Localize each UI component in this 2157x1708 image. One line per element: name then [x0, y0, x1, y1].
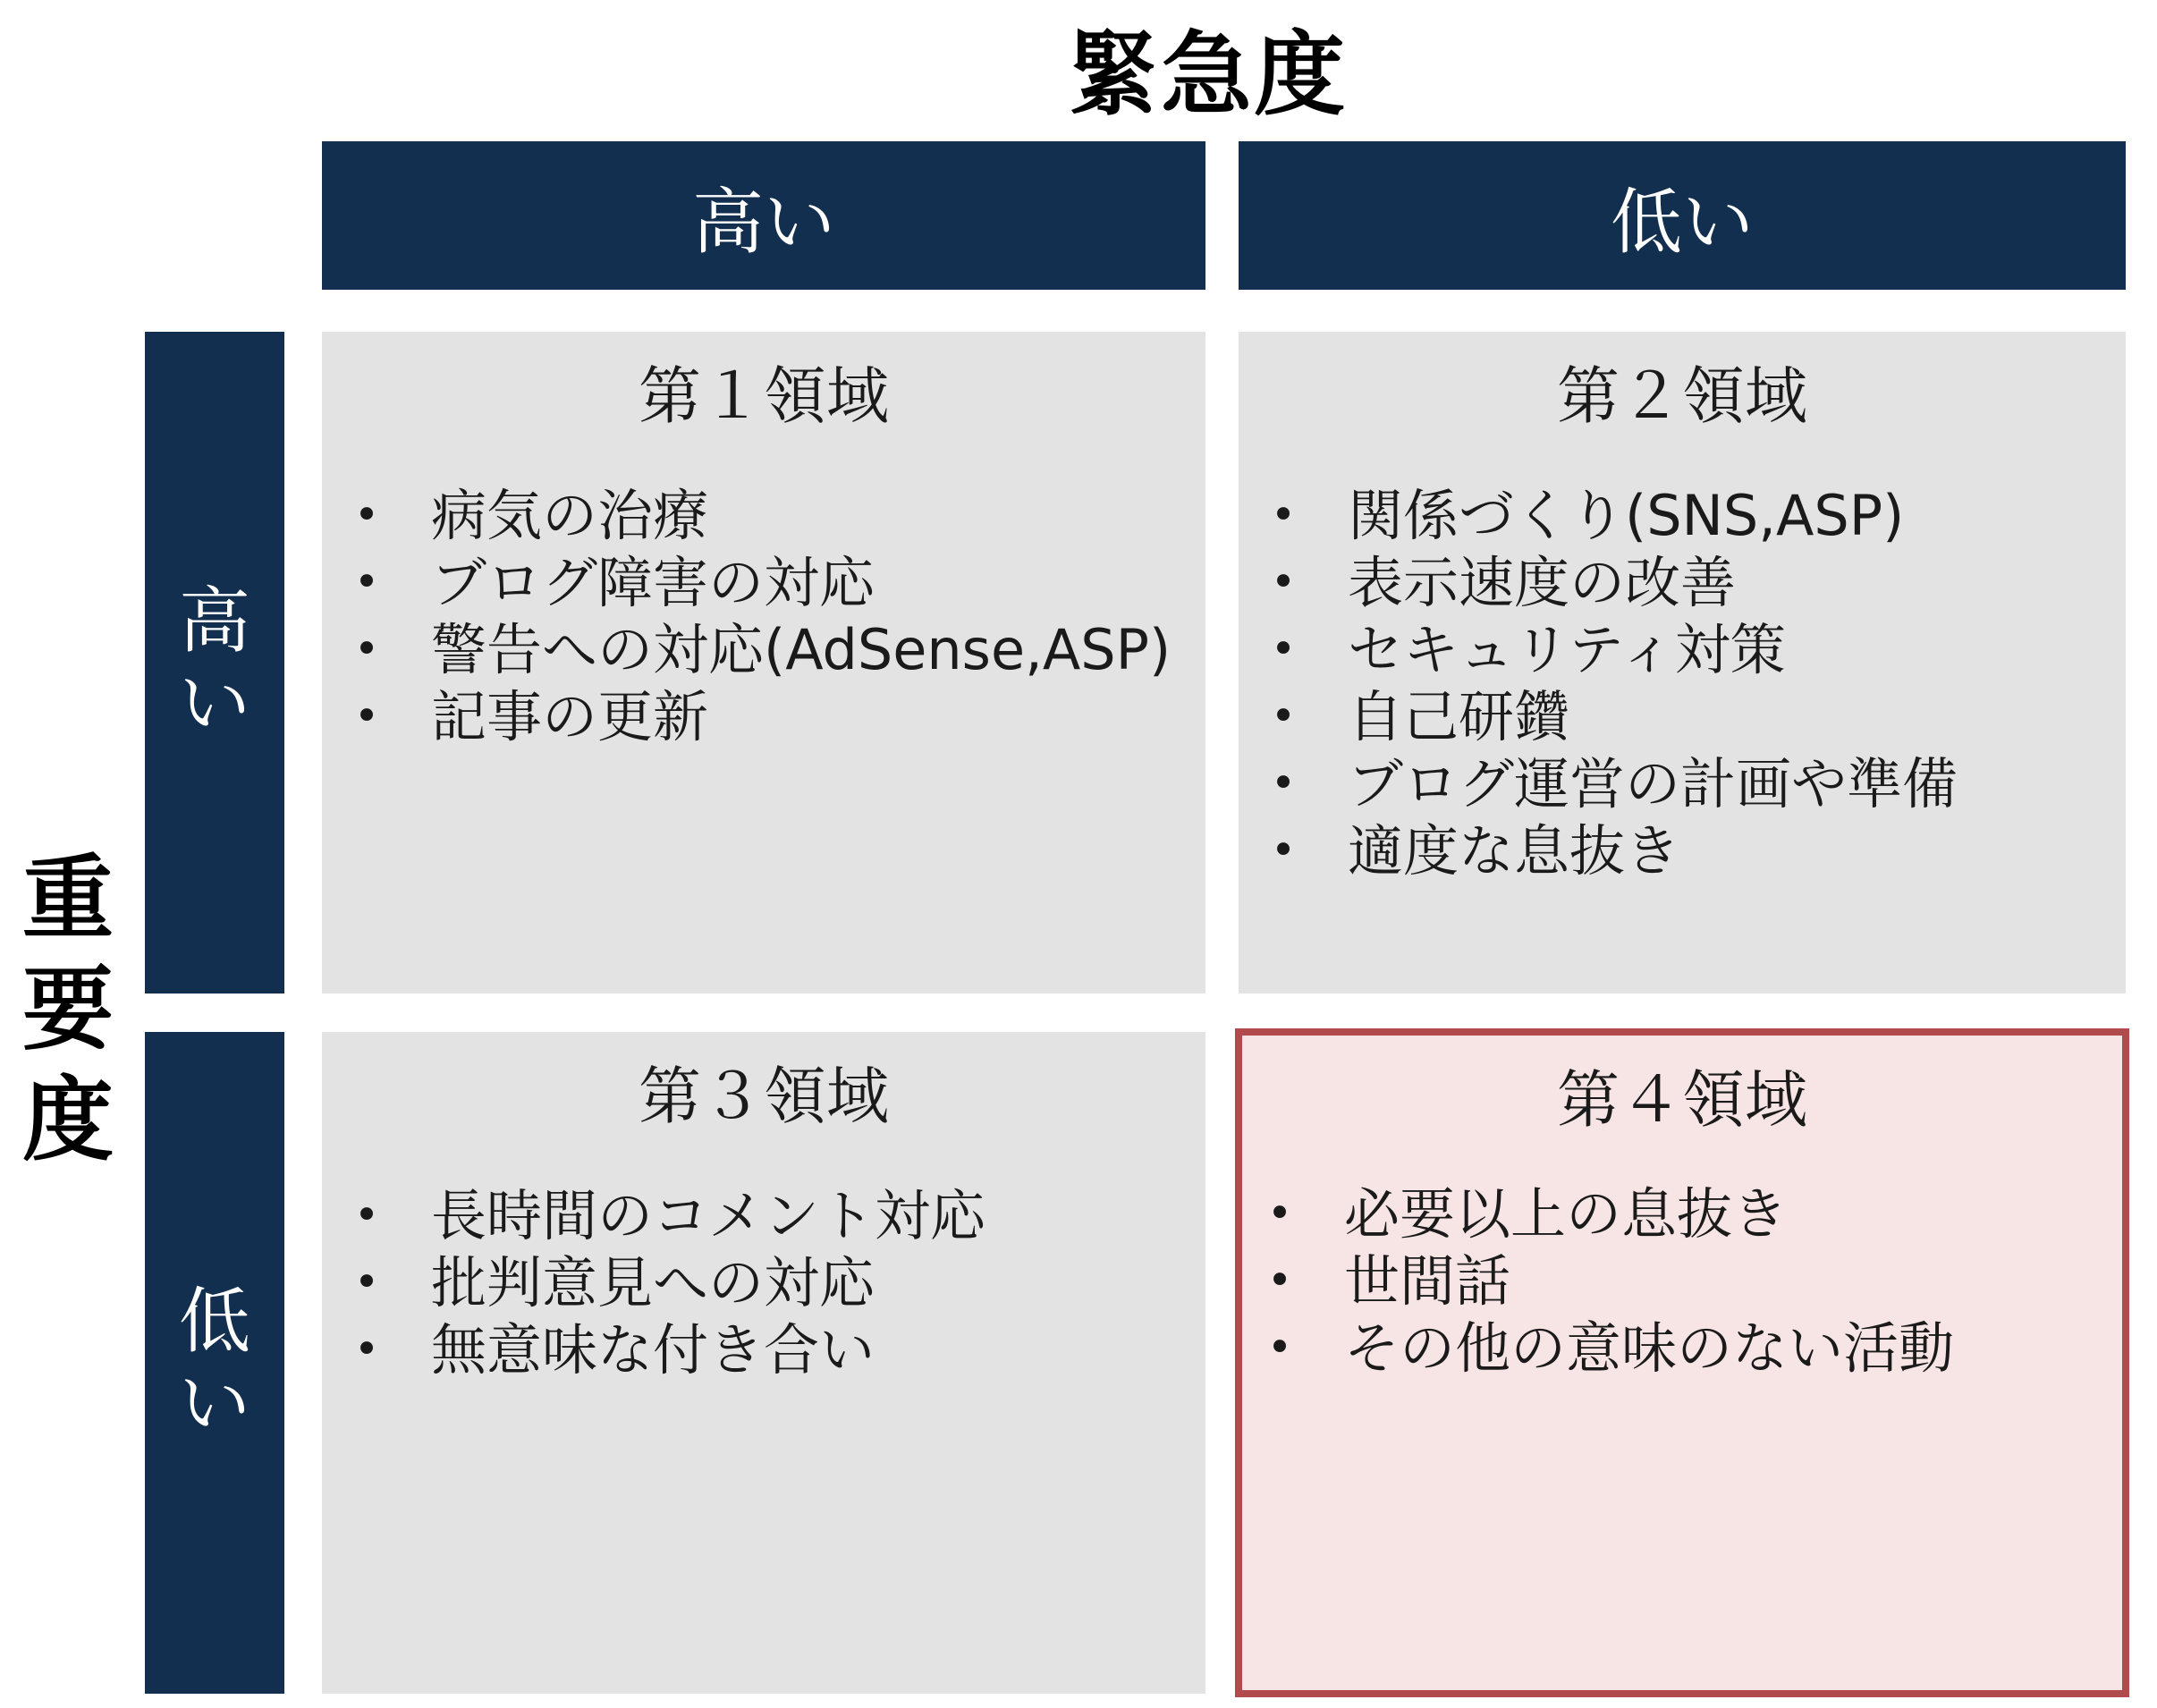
list-item-text: セキュリティ対策: [1348, 617, 1786, 682]
column-header-low: [1239, 141, 2126, 290]
urgency-axis-title: 緊急度: [1068, 22, 1347, 129]
column-header-label: 高い: [692, 180, 835, 264]
bullet-icon: •: [1266, 1256, 1293, 1306]
list-item-text: 記事の更新: [431, 684, 709, 749]
bullet-icon: •: [353, 624, 380, 674]
list-item-text: 必要以上の息抜き: [1344, 1181, 1789, 1247]
bullet-icon: •: [1270, 691, 1297, 741]
quadrant-3: [322, 1032, 1205, 1694]
bullet-icon: •: [353, 1190, 380, 1240]
bullet-icon: •: [353, 490, 380, 540]
list-item-text: その他の意味のない活動: [1344, 1315, 1955, 1381]
bullet-icon: •: [1266, 1323, 1293, 1373]
row-header-high: [145, 332, 284, 994]
bullet-icon: •: [353, 1257, 380, 1307]
quadrant-title: 第３領域: [639, 1060, 889, 1133]
list-item: [349, 683, 1171, 750]
quadrant-item-list: [349, 482, 1171, 750]
list-item-text: 表示速度の改善: [1348, 550, 1737, 615]
list-item-text: 警告への対応(AdSense,ASP): [431, 617, 1172, 682]
list-item-text: ブログ運営の計画や準備: [1348, 751, 1958, 816]
importance-axis-title: [14, 846, 122, 1174]
quadrant-4: [1235, 1028, 2129, 1697]
importance-axis-char: 要: [22, 957, 114, 1063]
quadrant-title: 第２領域: [1557, 359, 1807, 433]
list-item: [1265, 817, 1958, 884]
list-item-text: 長時間のコメント対応: [431, 1183, 986, 1248]
quadrant-item-list: [1265, 482, 1958, 884]
list-item-text: ブログ障害の対応: [431, 550, 875, 615]
list-item: [1265, 549, 1958, 616]
bullet-icon: •: [1270, 825, 1297, 875]
list-item: [349, 616, 1171, 683]
row-header-char: 低: [179, 1280, 250, 1363]
row-header-low: [145, 1032, 284, 1694]
bullet-icon: •: [1270, 490, 1297, 540]
bullet-icon: •: [1266, 1188, 1293, 1239]
list-item-text: 適度な息抜き: [1348, 818, 1681, 884]
list-item: [1265, 616, 1958, 683]
column-header-high: [322, 141, 1205, 290]
list-item: [349, 1249, 985, 1316]
list-item-text: 世間話: [1344, 1248, 1511, 1314]
importance-axis-char: 重: [22, 846, 114, 952]
list-item-text: 批判意見への対応: [431, 1250, 875, 1315]
quadrant-item-list: [1262, 1180, 1954, 1382]
column-header-label: 低い: [1611, 180, 1754, 264]
bullet-icon: •: [1270, 624, 1297, 674]
row-header-char: い: [179, 662, 250, 745]
importance-axis-char: 度: [22, 1068, 114, 1174]
row-header-char: い: [179, 1362, 250, 1445]
list-item: [1262, 1247, 1954, 1315]
bullet-icon: •: [353, 557, 380, 607]
quadrant-item-list: [349, 1182, 985, 1383]
bullet-icon: •: [353, 1324, 380, 1374]
quadrant-title: 第４領域: [1557, 1063, 1807, 1137]
row-header-char: 高: [179, 579, 250, 663]
quadrant-title: 第１領域: [639, 359, 889, 433]
list-item: [1265, 750, 1958, 817]
list-item-text: 関係づくり(SNS,ASP): [1348, 483, 1905, 548]
quadrant-2: [1239, 332, 2126, 994]
list-item: [349, 1182, 985, 1249]
list-item: [1262, 1180, 1954, 1247]
bullet-icon: •: [1270, 758, 1297, 808]
list-item: [349, 1316, 985, 1383]
quadrant-1: [322, 332, 1205, 994]
list-item-text: 無意味な付き合い: [431, 1317, 875, 1382]
list-item: [349, 482, 1171, 549]
list-item: [1265, 683, 1958, 750]
list-item: [1262, 1315, 1954, 1382]
list-item-text: 病気の治療: [431, 483, 709, 548]
list-item-text: 自己研鑽: [1348, 684, 1570, 749]
bullet-icon: •: [353, 691, 380, 741]
bullet-icon: •: [1270, 557, 1297, 607]
list-item: [1265, 482, 1958, 549]
list-item: [349, 549, 1171, 616]
